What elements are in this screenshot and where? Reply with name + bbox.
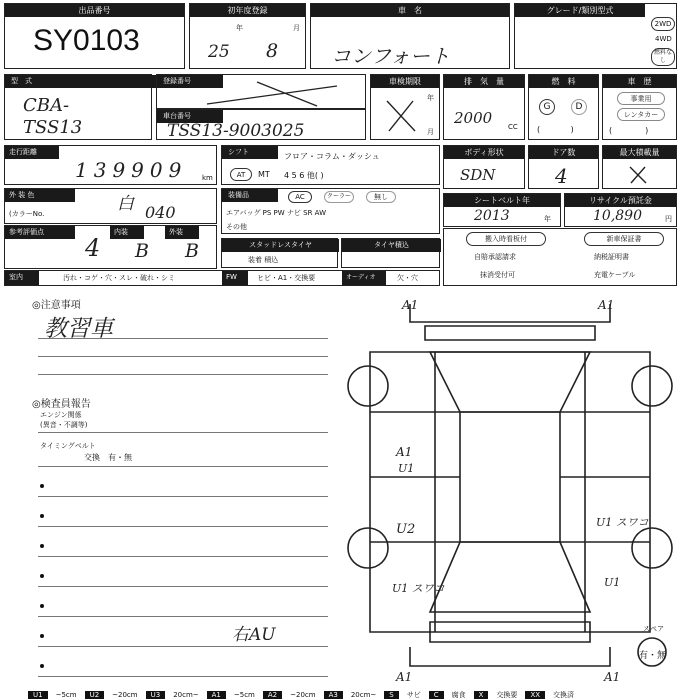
doors-label: ドア数: [529, 146, 598, 159]
fw-label: FW: [222, 271, 248, 285]
capacity-box: [602, 145, 677, 189]
audio-options: 欠・穴: [397, 274, 418, 282]
seatbelt-box: [443, 193, 561, 227]
reg-box: [156, 74, 366, 109]
report-line: [38, 616, 328, 617]
mileage-label: 走行距離: [5, 146, 59, 159]
equip-other: その他: [226, 223, 247, 231]
displacement-box: [443, 74, 525, 140]
notes-text: 教習車: [44, 316, 113, 342]
first-reg-year: 25: [208, 42, 230, 62]
color-label: 外 装 色: [5, 189, 75, 202]
bullet-dot: [40, 544, 44, 548]
model-name-box: [310, 3, 510, 69]
damage-mark: A1: [402, 298, 419, 312]
shift-label: シフト: [222, 146, 278, 159]
audio-label: オーディオ: [342, 271, 386, 285]
bullet-dot: [40, 514, 44, 518]
history-box: [602, 74, 677, 140]
inspection-cross-mark: [383, 97, 419, 135]
capacity-label: 最大積載量: [603, 146, 676, 159]
doc-cancel: 抹消受付可: [480, 271, 515, 279]
km-unit: km: [202, 174, 213, 182]
legend-code: U2: [85, 691, 105, 699]
type-box: [4, 74, 152, 140]
drive-2wd-badge: 2WD: [651, 17, 675, 31]
legend-desc: ~5cm: [233, 691, 255, 699]
shift-box: [221, 145, 440, 185]
studless-box: [221, 238, 338, 268]
equip-ac-option: AC: [288, 191, 312, 203]
damage-mark: A1: [396, 670, 413, 684]
studless-label: スタッドレスタイヤ: [222, 239, 339, 252]
recycle-value: 10,890: [593, 208, 642, 224]
engine-line: [38, 432, 328, 433]
ref-score-value: 4: [85, 234, 101, 262]
legend-code: S: [384, 691, 398, 699]
legend-desc: 交換済: [553, 691, 575, 699]
legend-code: A2: [263, 691, 282, 699]
ref-score-label: 参考評価点: [5, 226, 75, 239]
year-char: 年: [236, 24, 243, 32]
legend-code: U1: [28, 691, 48, 699]
legend-code: A1: [207, 691, 226, 699]
report-line: [38, 646, 328, 647]
inspector-title: ◎検査員報告: [32, 399, 91, 410]
recycle-box: [564, 193, 677, 227]
insp-month-char: 月: [427, 128, 434, 136]
insp-year-char: 年: [427, 94, 434, 102]
legend-desc: 20cm~: [350, 691, 377, 699]
notes-title: ◎注意事項: [32, 300, 81, 311]
displacement-value: 2000: [454, 109, 493, 127]
note-line: [38, 374, 328, 375]
seatbelt-label: シートベルト年: [444, 194, 560, 207]
damage-mark: U1 スワコ: [392, 582, 445, 595]
studless-options: 装着 積込: [248, 256, 279, 264]
spare-value: 有・無: [639, 651, 667, 661]
equip-row1: エアバッグ PS PW ナビ SR AW: [226, 209, 327, 217]
shift-gears: 4 5 6 他( ): [284, 171, 324, 180]
damage-mark: U1 スワコ: [596, 516, 649, 529]
exterior-value: B: [185, 240, 199, 262]
drive-4wd: 4WD: [655, 35, 672, 43]
car-damage-diagram: [340, 292, 685, 680]
bullet-dot: [40, 574, 44, 578]
spare-label: スペア: [643, 625, 664, 633]
doc-cable: 充電ケーブル: [594, 271, 636, 279]
history-paren: ( ): [609, 126, 649, 135]
bullet-dot: [40, 664, 44, 668]
belt-line: [38, 466, 328, 467]
damage-mark: A1: [598, 298, 615, 312]
interior-label: 内装: [110, 226, 144, 239]
bottom-note: 右AU: [232, 625, 276, 645]
legend-desc: 腐食: [451, 691, 466, 699]
shift-mt: MT: [258, 170, 270, 179]
reg-label: 登録番号: [157, 75, 223, 88]
first-reg-label: 初年度登録: [190, 4, 305, 17]
shift-options: フロア・コラム・ダッシュ: [284, 152, 380, 161]
report-line: [38, 586, 328, 587]
seatbelt-value: 2013: [474, 208, 510, 224]
legend-desc: 20cm~: [173, 691, 199, 699]
belt-sub: 交換 有・無: [84, 453, 132, 462]
body-label: ボディ形状: [444, 146, 524, 159]
doc-warranty: 新車保証書: [584, 232, 664, 246]
cc-unit: CC: [508, 123, 518, 131]
legend-code: U3: [146, 691, 166, 699]
model-name-value: コンフォート: [331, 44, 450, 68]
room-options: 汚れ・コゲ・穴・スレ・破れ・シミ: [63, 274, 175, 282]
mileage-value: 139909: [75, 158, 188, 182]
fuel-g-option: G: [539, 99, 555, 115]
fuel-label: 燃 料: [529, 75, 598, 88]
legend-desc: ~20cm: [112, 691, 138, 699]
legend-desc: サビ: [406, 691, 421, 699]
history-label: 車 歴: [603, 75, 676, 88]
seatbelt-year-char: 年: [544, 215, 551, 223]
damage-mark: A1: [604, 670, 621, 684]
legend-code: XX: [525, 691, 545, 699]
damage-mark: A1: [396, 445, 413, 459]
legend-code: A3: [324, 691, 343, 699]
color-code-label: (カラーNo.: [9, 210, 45, 218]
inspection-label: 車検期限: [371, 75, 439, 88]
drive-none-badge: 燃料なし: [651, 48, 675, 66]
first-reg-box: [189, 3, 306, 69]
yen-unit: 円: [665, 215, 672, 223]
first-reg-month: 8: [266, 40, 279, 62]
chassis-box: [156, 109, 366, 140]
body-value: SDN: [460, 166, 496, 184]
doors-value: 4: [555, 164, 568, 188]
doc-signboard: 搬入時看板付: [466, 232, 546, 246]
fuel-paren: ( ): [537, 125, 574, 134]
engine-label: エンジン関係: [40, 411, 82, 419]
damage-mark: U1: [398, 462, 415, 475]
fw-options: ヒビ・A1・交換要: [257, 274, 316, 282]
legend-desc: ~20cm: [290, 691, 316, 699]
report-line: [38, 526, 328, 527]
report-line: [38, 556, 328, 557]
legend-desc: ~5cm: [55, 691, 77, 699]
fuel-box: [528, 74, 599, 140]
displacement-label: 排 気 量: [444, 75, 524, 88]
mileage-box: [4, 145, 217, 185]
recycle-label: リサイクル預託金: [565, 194, 676, 207]
condition-row: [4, 270, 440, 286]
scores-box: [4, 225, 217, 269]
room-label: 室内: [5, 271, 39, 285]
tire-box: [341, 238, 440, 268]
equip-label: 装備品: [222, 189, 278, 202]
history-business: 事業用: [617, 92, 665, 105]
equip-none: 無し: [366, 191, 396, 203]
doc-jibai: 自賠承認請求: [474, 253, 516, 261]
legend-code: X: [474, 691, 489, 699]
damage-mark: U1: [604, 576, 621, 589]
lot-box: [4, 3, 185, 69]
lot-number: SY0103: [33, 24, 140, 57]
legend-desc: 交換要: [496, 691, 518, 699]
belt-label: タイミングベルト: [40, 442, 96, 450]
bullet-dot: [40, 484, 44, 488]
equip-cooler: クーラー: [324, 191, 354, 203]
capacity-cross-mark: [627, 164, 649, 186]
fuel-d-option: D: [571, 99, 587, 115]
color-code-value: 040: [145, 203, 176, 222]
bullet-dot: [40, 604, 44, 608]
engine-sub: (異音・不調等): [40, 421, 88, 429]
legend-bar: [0, 690, 700, 700]
docs-box: [443, 228, 677, 286]
report-line: [38, 496, 328, 497]
grade-box: [514, 3, 677, 69]
exterior-label: 外装: [165, 226, 199, 239]
body-box: [443, 145, 525, 189]
chassis-label: 車台番号: [157, 110, 223, 123]
color-box: [4, 188, 217, 224]
shift-at-option: AT: [230, 168, 252, 181]
bullet-dot: [40, 634, 44, 638]
doc-tax: 納税証明書: [594, 253, 629, 261]
history-rental: レンタカー: [617, 108, 665, 121]
equipment-box: [221, 188, 440, 234]
model-name-label: 車 名: [311, 4, 509, 17]
note-line: [38, 356, 328, 357]
month-char: 月: [293, 24, 300, 32]
lot-label: 出品番号: [5, 4, 184, 17]
inspection-box: [370, 74, 440, 140]
grade-label: グレード/類別型式: [515, 4, 645, 17]
tire-label: タイヤ積込: [342, 239, 441, 252]
reg-crossout-mark: [197, 80, 357, 108]
type-label: 型 式: [5, 75, 159, 88]
doors-box: [528, 145, 599, 189]
report-line: [38, 676, 328, 677]
color-value: 白: [117, 194, 134, 214]
chassis-value: TSS13-9003025: [167, 121, 305, 141]
note-line: [38, 338, 328, 339]
interior-value: B: [135, 240, 149, 262]
type-value: CBA-TSS13: [23, 95, 83, 138]
legend-code: C: [429, 691, 444, 699]
damage-mark: U2: [396, 522, 416, 537]
